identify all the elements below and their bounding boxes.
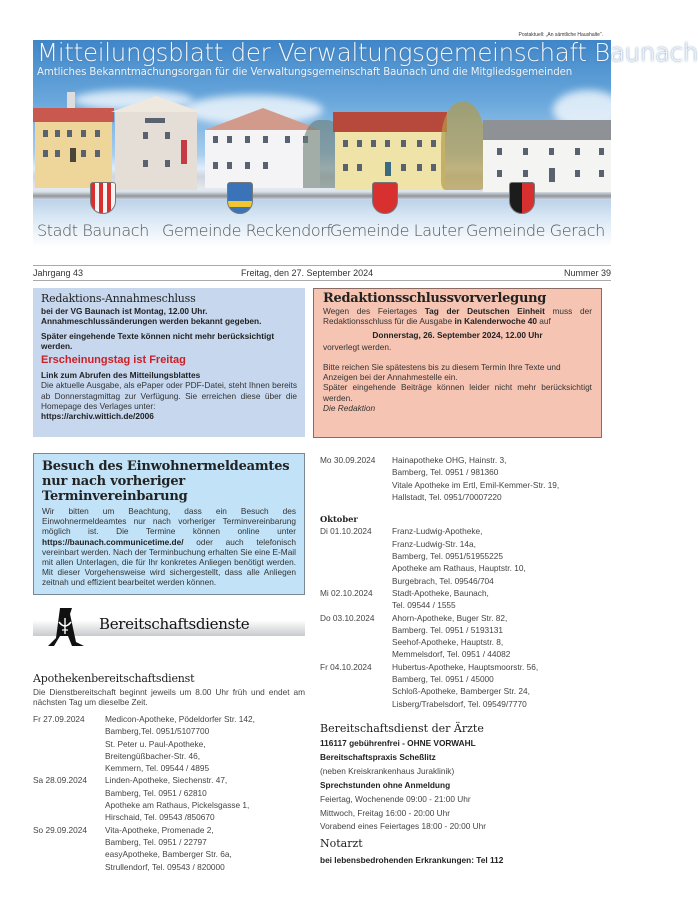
duty-pharmacies — [392, 661, 538, 710]
duty-date: Do 03.10.2024 — [320, 612, 375, 623]
duty-entry — [320, 525, 600, 586]
town-label: Gemeinde Lauter — [330, 221, 463, 240]
doctors-hotline: 116117 gebührenfrei - OHNE VORWAHL — [320, 738, 476, 748]
issue-date: Freitag, den 27. September 2024 — [241, 268, 374, 278]
pharmacy-line: Breitengüßbacher-Str. 46, — [105, 750, 201, 761]
pharmacy-line: Bamberg, Tel. 0951 / 981360 — [392, 467, 499, 478]
postal-note: Postaktuell: „An sämtliche Haushalte“. — [518, 32, 603, 38]
holiday-name: Tag der Deutschen Einheit — [424, 306, 545, 317]
pharmacy-line: Memmelsdorf, Tel. 0951 / 44082 — [392, 649, 511, 660]
holiday-box — [313, 288, 602, 438]
appointment-link[interactable]: https://baunach.communicetime.de/ — [42, 536, 184, 547]
calendar-week: in Kalenderwoche 40 — [454, 316, 537, 327]
holiday-text: Später eingehende Beiträge können leider nicht mehr berücksichtigt werden. — [323, 382, 592, 403]
holiday-paragraph — [323, 306, 592, 326]
issue-volume: Jahrgang 43 — [33, 268, 84, 278]
pharmacy-line: Hubertus-Apotheke, Hauptsmoorstr. 56, — [392, 661, 539, 672]
duty-date: Mi 02.10.2024 — [320, 587, 373, 598]
deadline-heading: Redaktions-Annahmeschluss — [41, 292, 196, 305]
emergency-text: bei lebensbedrohenden Erkrankungen: Tel 112 — [320, 855, 504, 866]
pharmacy-line: Schloß-Apotheke, Bamberger Str. 24, — [392, 686, 530, 697]
building-right — [483, 140, 611, 192]
pharmacy-line: Franz-Ludwig-Str. 14a, — [392, 538, 476, 549]
link-heading: Link zum Abrufen des Mitteilungsblattes — [41, 370, 201, 381]
duty-entry — [320, 612, 600, 661]
town-hall-reckendorf — [115, 110, 197, 190]
masthead-subtitle: Amtliches Bekanntmachungsorgan für die Verwaltungsgemeinschaft Baunach und die Mitgliedsgemeinden — [37, 67, 573, 78]
text-run: Wir bitten um Beachtung, dass ein Besuch des Einwohnermeldeamtes nur nach vorheriger Terminvereinbarung möglich ist. Die Termine können online unter — [42, 506, 296, 537]
text-run: Wegen des Feiertages — [323, 306, 425, 317]
banner-title: Bereitschaftsdienste — [99, 615, 250, 633]
link-text: Die aktuelle Ausgabe, als ePaper oder PDF-Datei, steht Ihnen bereits ab Donnerstagmittag zur Verfügung. Sie erreichen diese über die Homepage des Verlages unter: — [41, 380, 297, 411]
duty-date: So 29.09.2024 — [33, 824, 87, 835]
pharmacy-line: Kemmern, Tel. 09544 / 4895 — [105, 763, 210, 774]
pharmacy-line: St. Peter u. Paul-Apotheke, — [105, 738, 206, 749]
office-text — [42, 506, 296, 588]
duty-pharmacies — [392, 454, 559, 503]
pharmacy-line: Bamberg, Tel. 0951 / 22797 — [105, 836, 207, 847]
pharmacy-list-right — [320, 454, 600, 710]
holiday-heading: Redaktionsschlussvorverlegung — [323, 291, 547, 306]
office-box — [33, 453, 305, 595]
issue-number: Nummer 39 — [563, 268, 611, 278]
holiday-signature: Die Redaktion — [323, 402, 376, 413]
doctors-location: (neben Kreiskrankenhaus Juraklinik) — [320, 765, 455, 776]
month-heading: Oktober — [320, 514, 358, 525]
apotheke-a-icon — [46, 606, 88, 648]
doctors-heading: Bereitschaftsdienst der Ärzte — [320, 722, 484, 735]
holiday-text: Bitte reichen Sie spätestens bis zu diesem Termin Ihre Texte und Anzeigen bei der Annahmestelle ein. — [323, 362, 561, 383]
pharmacy-line: Bamberg,Tel. 0951/5107700 — [105, 726, 210, 737]
pharmacy-line: Tel. 09544 / 1555 — [392, 600, 456, 611]
pharmacy-line: Apotheke am Rathaus, Hauptstr. 10, — [392, 563, 526, 574]
duty-pharmacies — [105, 774, 249, 823]
town-label: Gemeinde Reckendorf — [162, 221, 332, 240]
duty-date: Mo 30.09.2024 — [320, 455, 376, 465]
services-banner — [33, 606, 305, 648]
holiday-deadline: Donnerstag, 26. September 2024, 12.00 Uhr — [372, 329, 543, 340]
pharmacy-line: Burgebrach, Tel. 09546/704 — [392, 575, 494, 586]
pharmacy-line: easyApotheke, Bamberger Str. 6a, — [105, 849, 232, 860]
duty-pharmacies — [392, 525, 526, 586]
pharmacy-line: Bamberg, Tel. 0951 / 45000 — [392, 674, 494, 685]
masthead-title: Mitteilungsblatt der Verwaltungsgemeinschaft Baunach — [37, 38, 698, 67]
pharmacy-heading: Apothekenbereitschaftsdienst — [33, 672, 195, 685]
duty-pharmacies — [105, 824, 232, 873]
pharmacy-line: Lisberg/Trabelsdorf, Tel. 09549/7770 — [392, 698, 527, 709]
doctors-practice: Bereitschaftspraxis Scheßlitz — [320, 751, 436, 762]
duty-entry — [33, 713, 305, 774]
town-label: Gemeinde Gerach — [466, 221, 605, 240]
archive-link[interactable]: https://archiv.wittich.de/2006 — [41, 411, 154, 422]
duty-date: Fr 27.09.2024 — [33, 714, 85, 724]
duty-entry — [320, 587, 600, 612]
crest-lauter — [372, 182, 398, 214]
deadline-line: Annahmeschlussänderungen werden bekannt gegeben. — [41, 316, 262, 327]
town-hall-baunach — [35, 120, 112, 188]
crest-reckendorf — [227, 182, 253, 214]
pharmacy-line: Stadt-Apotheke, Baunach, — [392, 587, 489, 598]
duty-pharmacies — [105, 713, 255, 774]
masthead — [33, 38, 698, 247]
pharmacy-line: Hallstadt, Tel. 0951/70007220 — [392, 491, 502, 502]
tree — [441, 102, 485, 190]
doctors-hours-heading: Sprechstunden ohne Anmeldung — [320, 779, 451, 790]
duty-entry — [33, 824, 305, 873]
deadline-line: Später eingehende Texte können nicht mehr berücksichtigt werden. — [41, 330, 275, 351]
pharmacy-list-left — [33, 713, 305, 873]
pharmacy-line: Ahorn-Apotheke, Buger Str. 82, — [392, 612, 508, 623]
pharmacy-line: Medicon-Apotheke, Pödeldorfer Str. 142, — [105, 714, 255, 724]
release-day: Erscheinungstag ist Freitag — [41, 354, 186, 367]
office-heading: Besuch des Einwohnermeldeamtes nur nach vorheriger Terminvereinbarung — [42, 459, 290, 504]
pharmacy-line: Franz-Ludwig-Apotheke, — [392, 526, 483, 537]
crest-baunach — [90, 182, 116, 214]
pharmacy-line: Seehof-Apotheke, Hauptstr. 8, — [392, 637, 504, 648]
duty-entry — [320, 661, 600, 710]
holiday-text: vorverlegt werden. — [323, 341, 392, 352]
duty-date: Fr 04.10.2024 — [320, 661, 372, 672]
doctors-hours: Feiertag, Wochenende 09:00 - 21:00 Uhr — [320, 793, 471, 804]
duty-date: Sa 28.09.2024 — [33, 775, 87, 786]
pharmacy-line: Bamberg, Tel. 0951 / 62810 — [105, 787, 207, 798]
doctors-hours: Mittwoch, Freitag 16:00 - 20:00 Uhr — [320, 807, 451, 818]
doctors-hours: Vorabend eines Feiertages 18:00 - 20:00 Uhr — [320, 821, 487, 832]
pharmacy-line: Linden-Apotheke, Siechenstr. 47, — [105, 775, 228, 786]
town-label: Stadt Baunach — [37, 221, 149, 240]
pharmacy-line: Strullendorf, Tel. 09543 / 820000 — [105, 861, 225, 872]
pharmacy-line: Hainapotheke OHG, Hainstr. 3, — [392, 455, 507, 465]
issue-line — [33, 265, 611, 281]
pharmacy-line: Bamberg, Tel. 0951/51955225 — [392, 551, 504, 562]
text-run: auf — [537, 316, 551, 327]
duty-date: Di 01.10.2024 — [320, 526, 372, 537]
text-run: oder auch telefonisch vereinbart werden. Nach der Terminbuchung erhalten Sie eine E-Mail mit allen Unterlagen, die für Ihr konkretes Anliegen benötigt werden. Mit dieser Vorgehensweise wird sichergestellt, dass alle Anliegen zeitnah und effizient bearbeitet werden können. — [42, 536, 296, 588]
text-run: muss der Redaktionsschluss für die Ausgabe — [323, 306, 592, 327]
pharmacy-line: Bamberg. Tel. 0951 / 5193131 — [392, 624, 504, 635]
duty-entry — [320, 454, 600, 503]
crest-gerach — [509, 182, 535, 214]
duty-pharmacies — [392, 587, 489, 612]
duty-entry — [33, 774, 305, 823]
duty-pharmacies — [392, 612, 510, 661]
deadline-box — [33, 288, 305, 437]
deadline-line: bei der VG Baunach ist Montag, 12.00 Uhr. — [41, 306, 208, 317]
doctors-section — [320, 722, 600, 868]
pharmacy-line: Vita-Apotheke, Promenade 2, — [105, 824, 214, 835]
pharmacy-line: Vitale Apotheke im Ertl, Emil-Kemmer-Str. 19, — [392, 479, 560, 490]
pharmacy-intro: Die Dienstbereitschaft beginnt jeweils um 8.00 Uhr früh und endet am nächsten Tag um dieselbe Zeit. — [33, 687, 305, 708]
pharmacy-line: Apotheke am Rathaus, Pickelsgasse 1, — [105, 800, 250, 811]
pharmacy-line: Hirschaid, Tel. 09543 /850670 — [105, 812, 215, 823]
emergency-heading: Notarzt — [320, 837, 363, 851]
